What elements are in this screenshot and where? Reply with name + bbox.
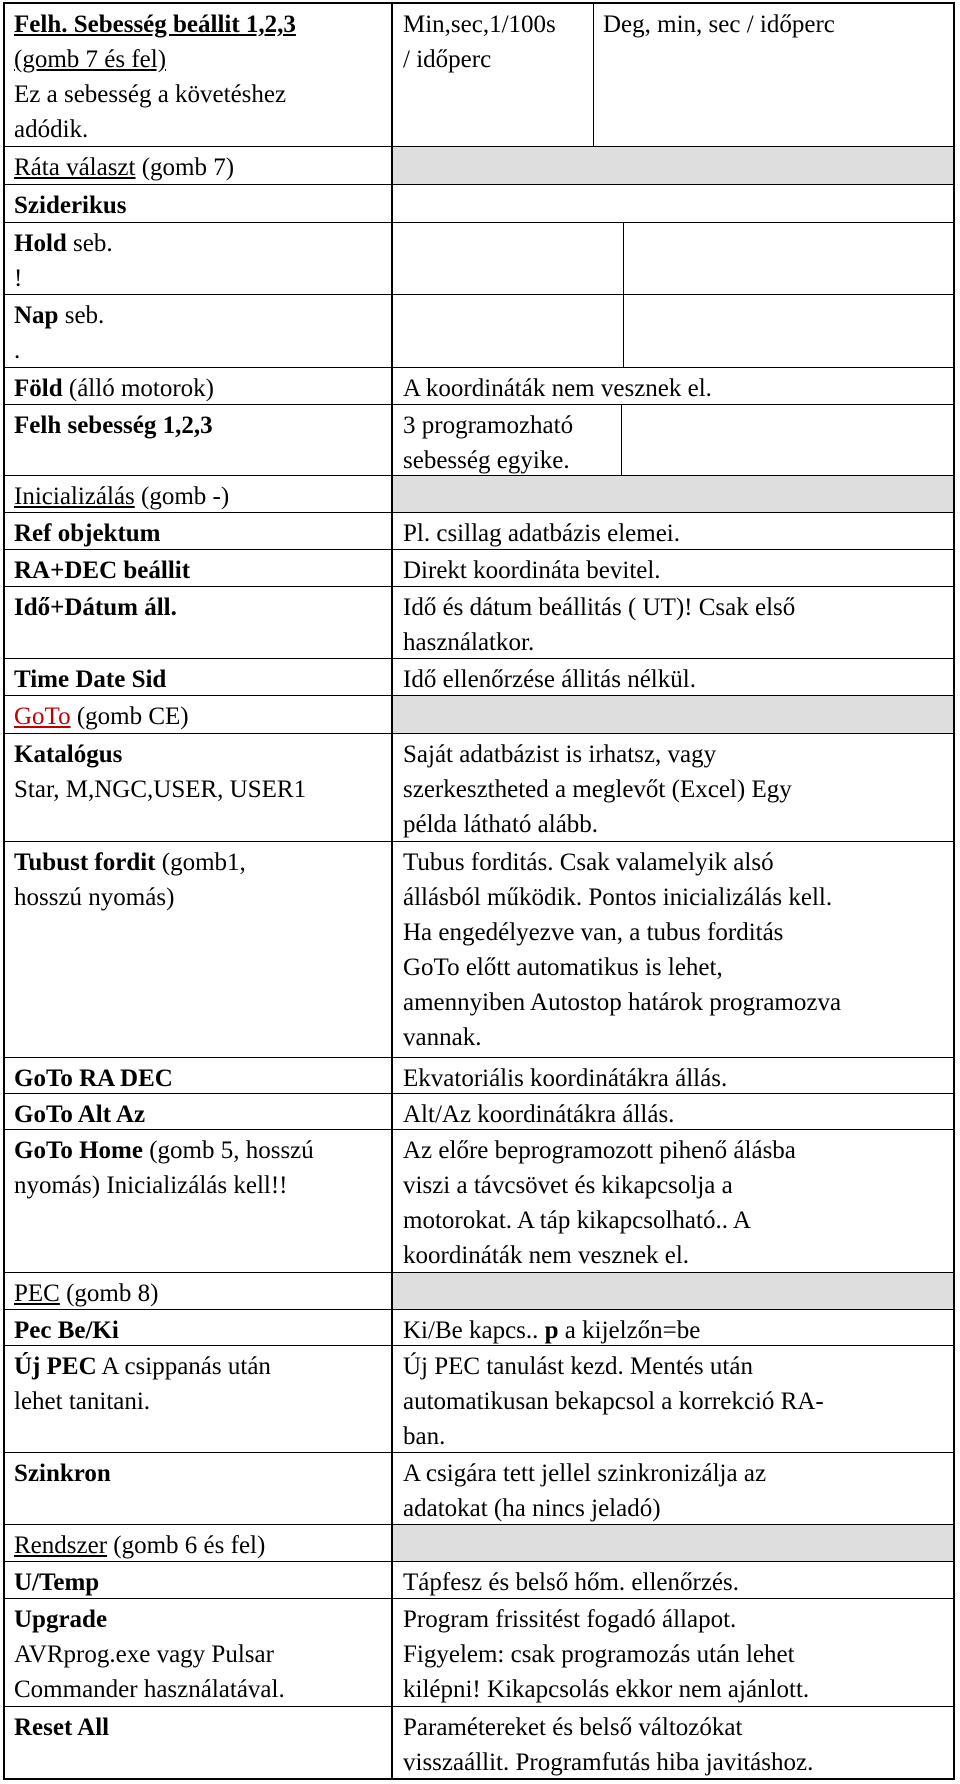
text-line: visszaállit. Programfutás hiba javitáshoz. — [403, 1749, 814, 1776]
text-line: sebesség egyike. — [403, 447, 570, 474]
row-title: Ráta választ — [14, 154, 136, 181]
text-line: Idő és dátum beállitás ( UT)! Csak első — [403, 594, 796, 621]
text-line: Ha engedélyezve van, a tubus forditás — [403, 919, 784, 946]
left-cell — [5, 1599, 393, 1706]
text-line: Paramétereket és belső változókat — [403, 1714, 743, 1741]
table-row — [5, 1707, 953, 1778]
divider — [623, 295, 624, 367]
row-title: GoTo — [14, 703, 71, 730]
row-hint: hosszú nyomás) — [14, 884, 175, 911]
row-title: Katalógus — [14, 741, 123, 768]
left-cell — [5, 1453, 393, 1524]
unit-text: Min,sec,1/100s — [403, 11, 556, 38]
left-cell — [5, 1094, 393, 1129]
left-cell — [5, 368, 393, 404]
table-row — [5, 842, 953, 1058]
unit-text: / időperc — [403, 46, 492, 73]
text-line: ban. — [403, 1423, 446, 1450]
left-cell — [5, 1346, 393, 1452]
table-row — [5, 1599, 953, 1707]
left-cell — [5, 734, 393, 841]
row-desc: adódik. — [14, 116, 89, 143]
row-title: Reset All — [14, 1714, 110, 1741]
row-title: Szinkron — [14, 1460, 111, 1487]
text-part: a kijelzőn=be — [564, 1317, 701, 1344]
right-text — [393, 405, 621, 475]
table-row — [5, 1562, 953, 1599]
row-hint: lehet tanitani. — [14, 1388, 151, 1415]
row-title: Ref objektum — [14, 520, 161, 547]
row-hint: (gomb 5, hosszú — [149, 1137, 314, 1164]
text-line: Az előre beprogramozott pihenő álásba — [403, 1137, 796, 1164]
row-title: Tubust fordit — [14, 849, 156, 876]
row-title: Pec Be/Ki — [14, 1317, 119, 1344]
left-cell — [5, 4, 393, 146]
right-cell — [393, 185, 953, 222]
row-title: Inicializálás — [14, 483, 135, 510]
row-title: GoTo RA DEC — [14, 1065, 173, 1092]
row-title: Idő+Dátum áll. — [14, 594, 177, 621]
left-cell — [5, 659, 393, 695]
row-title: GoTo Home — [14, 1137, 143, 1164]
settings-table — [3, 2, 955, 1780]
row-title: PEC — [14, 1280, 60, 1307]
table-row — [5, 185, 953, 223]
text-line: szerkesztheted a meglevőt (Excel) Egy — [403, 776, 792, 803]
table-row — [5, 4, 953, 147]
right-cell — [393, 587, 953, 658]
table-row — [5, 1273, 953, 1310]
row-extra: ! — [14, 265, 23, 292]
left-cell — [5, 513, 393, 549]
text-line: amennyiben Autostop határok programozva — [403, 989, 842, 1016]
left-cell — [5, 1058, 393, 1093]
table-row — [5, 587, 953, 659]
left-cell — [5, 1525, 393, 1561]
table-row — [5, 659, 953, 696]
text-part: Ki/Be kapcs.. — [403, 1317, 539, 1344]
text-line: példa látható alább. — [403, 811, 599, 838]
text-line: Figyelem: csak programozás után lehet — [403, 1641, 795, 1668]
table-row — [5, 1130, 953, 1273]
row-hint: (gomb CE) — [76, 703, 189, 730]
text-line: 3 programozható — [403, 412, 574, 439]
text-line: Tubus forditás. Csak valamelyik alsó — [403, 849, 774, 876]
right-cell — [393, 734, 953, 841]
table-row — [5, 696, 953, 734]
row-suffix: seb. — [73, 230, 113, 257]
table-row — [5, 734, 953, 842]
right-cell — [393, 1525, 953, 1561]
right-cell: Direkt koordináta bevitel. — [403, 557, 661, 584]
row-title: Nap — [14, 302, 59, 329]
table-row — [5, 1094, 953, 1130]
divider — [623, 223, 624, 294]
text-line: Új PEC tanulást kezd. Mentés után — [403, 1353, 753, 1380]
row-title: Upgrade — [14, 1606, 108, 1633]
right-cell: Pl. csillag adatbázis elemei. — [403, 520, 680, 547]
left-cell — [5, 147, 393, 184]
right-cell — [393, 295, 953, 367]
table-row — [5, 223, 953, 295]
text-line: állásból működik. Pontos inicializálás kell. — [403, 884, 833, 911]
text-line: automatikusan bekapcsol a korrekció RA- — [403, 1388, 824, 1415]
right-cell — [393, 1599, 953, 1706]
row-title: Time Date Sid — [14, 666, 167, 693]
row-sub: Star, M,NGC,USER, USER1 — [14, 776, 307, 803]
right-cell — [393, 147, 953, 184]
unit-text: Deg, min, sec / időperc — [603, 11, 835, 38]
left-cell — [5, 587, 393, 658]
row-sub: Commander használatával. — [14, 1676, 285, 1703]
row-extra: . — [14, 337, 21, 364]
row-title: Felh sebesség 1,2,3 — [14, 412, 213, 439]
right-cell: Idő ellenőrzése állitás nélkül. — [403, 666, 696, 693]
left-cell — [5, 1562, 393, 1598]
row-hint: (gomb 7) — [141, 154, 235, 181]
right-cell — [393, 1453, 953, 1524]
left-cell — [5, 185, 393, 222]
table-row — [5, 368, 953, 405]
row-hint: nyomás) Inicializálás kell!! — [14, 1172, 288, 1199]
row-title: Sziderikus — [14, 192, 127, 219]
text-line: kilépni! Kikapcsolás ekkor nem ajánlott. — [403, 1676, 810, 1703]
right-cell — [393, 842, 953, 1057]
right-cell — [393, 696, 953, 733]
row-title: Felh. Sebesség beállit 1,2,3 — [14, 11, 296, 38]
row-title: Rendszer — [14, 1532, 108, 1559]
text-line: vannak. — [403, 1024, 482, 1051]
right-cell — [393, 1130, 953, 1272]
row-title: Föld — [14, 375, 63, 402]
right-cell — [393, 405, 953, 475]
left-cell — [5, 1707, 393, 1778]
table-row — [5, 513, 953, 550]
row-title: GoTo Alt Az — [14, 1101, 146, 1128]
text-part-bold: p — [544, 1317, 559, 1344]
row-suffix: (álló motorok) — [68, 375, 214, 402]
table-row — [5, 1525, 953, 1562]
table-row — [5, 1310, 953, 1346]
right-cell — [393, 223, 953, 294]
text-line: A csigára tett jellel szinkronizálja az — [403, 1460, 767, 1487]
table-row — [5, 1453, 953, 1525]
row-title: U/Temp — [14, 1569, 100, 1596]
table-row — [5, 1058, 953, 1094]
right-cell: Alt/Az koordinátákra állás. — [403, 1101, 675, 1128]
right-cell: A koordináták nem vesznek el. — [403, 375, 712, 402]
right-cell — [393, 4, 953, 146]
left-cell — [5, 842, 393, 1057]
table-row — [5, 550, 953, 587]
table-row — [5, 295, 953, 368]
left-cell — [5, 476, 393, 512]
row-hint: (gomb 6 és fel) — [113, 1532, 266, 1559]
right-cell: Ekvatoriális koordinátákra állás. — [403, 1065, 728, 1092]
text-line: adatokat (ha nincs jeladó) — [403, 1495, 661, 1522]
left-cell — [5, 1273, 393, 1309]
row-title: Új PEC — [14, 1353, 97, 1380]
row-hint: (gomb 7 és fel) — [14, 46, 167, 73]
text-line: viszi a távcsövet és kikapcsolja a — [403, 1172, 733, 1199]
right-cell — [393, 1707, 953, 1778]
row-desc: Ez a sebesség a követéshez — [14, 81, 287, 108]
row-hint: (gomb -) — [141, 483, 230, 510]
unit-cell-time — [393, 4, 593, 146]
left-cell — [5, 1310, 393, 1345]
left-cell — [5, 405, 393, 475]
right-cell — [393, 476, 953, 512]
right-cell — [393, 1310, 953, 1345]
right-cell: Tápfesz és belső hőm. ellenőrzés. — [403, 1569, 739, 1596]
row-suffix: seb. — [64, 302, 105, 329]
table-row — [5, 476, 953, 513]
left-cell — [5, 295, 393, 367]
left-cell — [5, 1130, 393, 1272]
text-line: Program frissitést fogadó állapot. — [403, 1606, 737, 1633]
table-row — [5, 1346, 953, 1453]
row-hint: (gomb 8) — [66, 1280, 159, 1307]
text-line: Saját adatbázist is irhatsz, vagy — [403, 741, 717, 768]
row-hint: A csippanás után — [101, 1353, 271, 1380]
text-line: motorokat. A táp kikapcsolható.. A — [403, 1207, 751, 1234]
right-cell — [393, 1273, 953, 1309]
text-line: GoTo előtt automatikus is lehet, — [403, 954, 723, 981]
row-sub: AVRprog.exe vagy Pulsar — [14, 1641, 274, 1668]
text-line: koordináták nem vesznek el. — [403, 1242, 690, 1269]
row-title: Hold — [14, 230, 67, 257]
row-hint: (gomb1, — [161, 849, 246, 876]
row-title: RA+DEC beállit — [14, 557, 191, 584]
divider — [621, 405, 622, 475]
table-row — [5, 147, 953, 185]
left-cell — [5, 550, 393, 586]
text-line: használatkor. — [403, 629, 535, 656]
table-row — [5, 405, 953, 476]
left-cell — [5, 223, 393, 294]
right-cell — [393, 1346, 953, 1452]
unit-cell-degree — [593, 4, 953, 146]
left-cell — [5, 696, 393, 733]
